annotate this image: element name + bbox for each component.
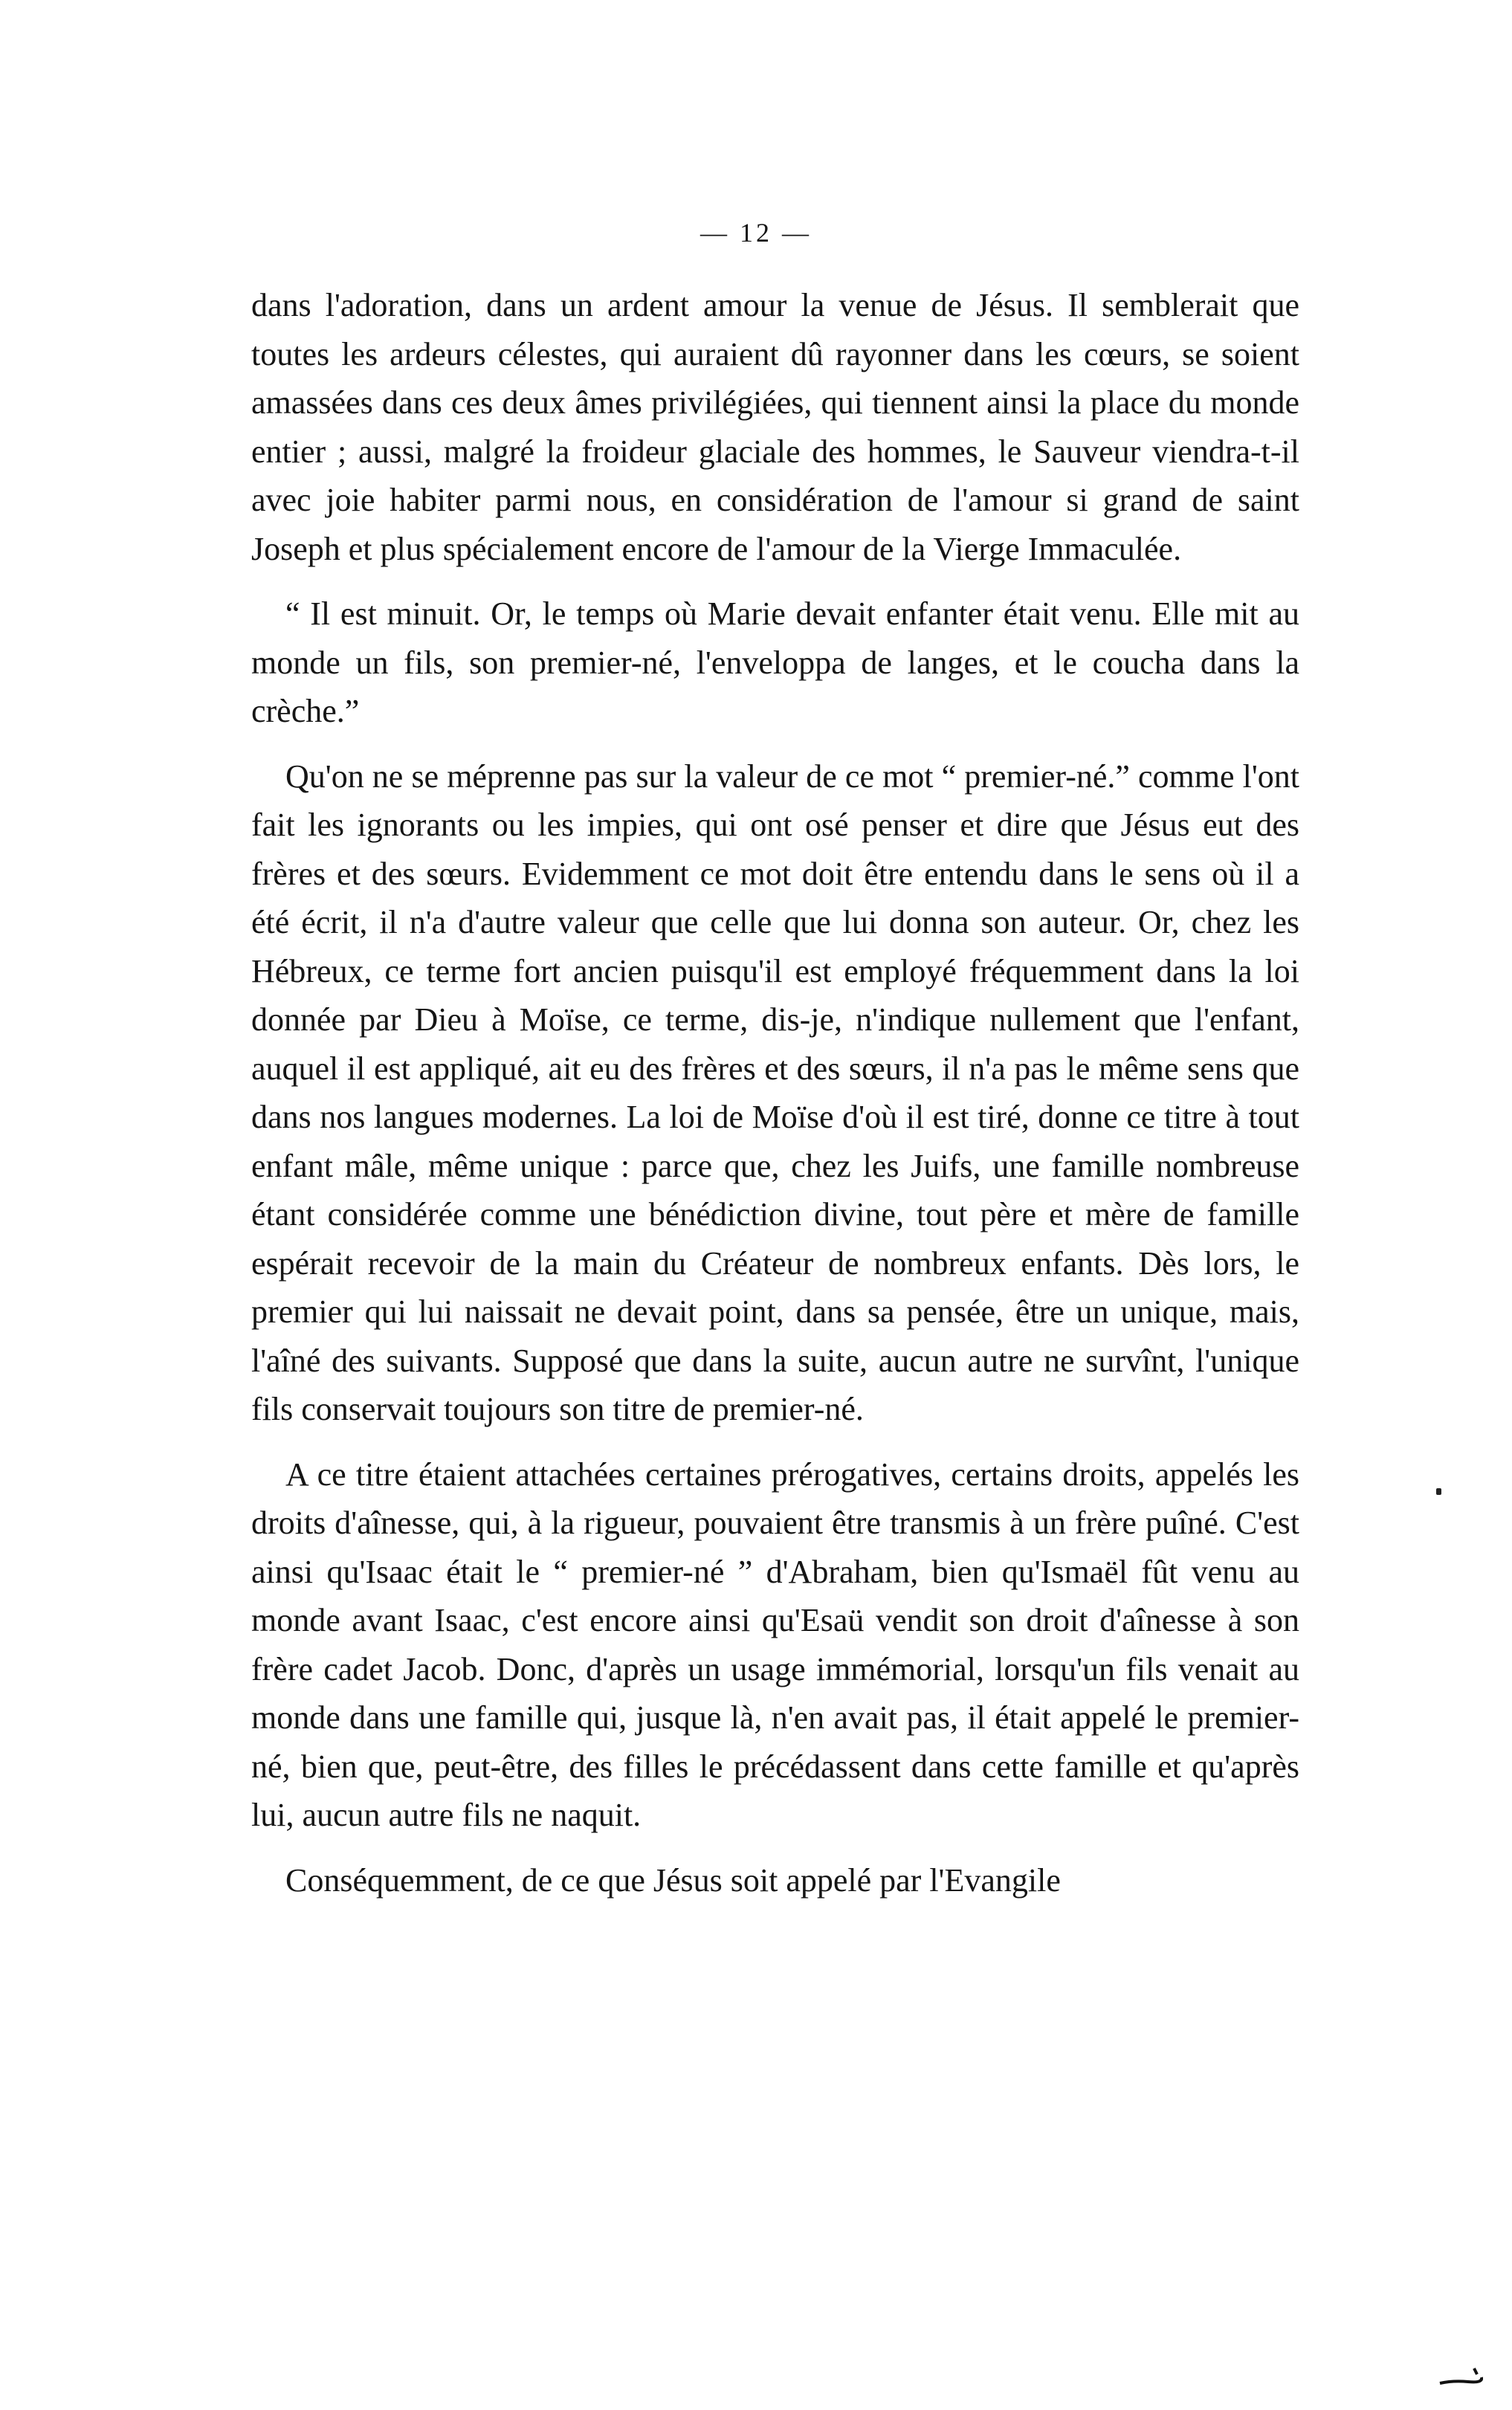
page-number: — 12 — — [700, 218, 812, 248]
corner-ink-mark — [1438, 2364, 1483, 2386]
paragraph-droits-ainesse: A ce titre étaient attachées certaines prérogatives, certains droits, appelés les droits d'aînesse, qui, à la rigueur, pouvaient être transmis à un frère puîné. C'est ainsi qu'Isaac était le “ premier-né ” d'Abraham, bien qu'Ismaël fût venu au monde avant Isaac, c'est encore ainsi qu'Esaü vendit son droit d'aînesse à son frère cadet Jacob. Donc, d'après un usage immémorial, lorsqu'un fils venait au monde dans une famille qui, jusque là, n'en avait pas, il était appelé le premier-né, bien que, peut-être, des filles le précédassent dans cette famille et qu'après lui, aucun autre fils ne naquit. — [251, 1456, 1299, 1833]
paragraph-minuit: “ Il est minuit. Or, le temps où Marie devait enfanter était venu. Elle mit au monde un fils, son premier-né, l'enveloppa de langes, et le coucha dans la crèche.” — [251, 595, 1299, 729]
paragraph-consequemment: Conséquemment, de ce que Jésus soit appelé par l'Evangile — [285, 1861, 1061, 1899]
margin-ink-dot — [1436, 1488, 1441, 1495]
paragraph-premier-ne: Qu'on ne se méprenne pas sur la valeur de ce mot “ premier-né.” comme l'ont fait les ignorants ou les impies, qui ont osé penser et dire que Jésus eut des frères et des sœurs. Evidemment ce mot doit être entendu dans le sens où il a été écrit, il n'a d'autre valeur que celle que lui donna son auteur. Or, chez les Hébreux, ce terme fort ancien puisqu'il est employé fréquemment dans la loi donnée par Dieu à Moïse, ce terme, dis-je, n'indique nullement que l'enfant, auquel il est appliqué, ait eu des frères et des sœurs, il n'a pas le même sens que dans nos langues modernes. La loi de Moïse d'où il est tiré, donne ce titre à tout enfant mâle, même unique : parce que, chez les Juifs, une famille nombreuse étant considérée comme une bénédiction divine, tout père et mère de famille espérait recevoir de la main du Créateur de nombreux enfants. Dès lors, le premier qui lui naissait ne devait point, dans sa pensée, être un unique, mais, l'aîné des suivants. Supposé que dans la suite, aucun autre ne survînt, l'unique fils conservait toujours son titre de premier-né. — [251, 757, 1299, 1427]
body-text — [251, 281, 1299, 1905]
paragraph-adoration: dans l'adoration, dans un ardent amour la venue de Jésus. Il semblerait que toutes les ardeurs célestes, qui auraient dû rayonner dans les cœurs, se soient amassées dans ces deux âmes privilégiées, qui tiennent ainsi la place du monde entier ; aussi, malgré la froideur glaciale des hommes, le Sauveur viendra-t-il avec joie habiter parmi nous, en considération de l'amour si grand de saint Joseph et plus spécialement encore de l'amour de la Vierge Immaculée. — [251, 287, 1299, 567]
